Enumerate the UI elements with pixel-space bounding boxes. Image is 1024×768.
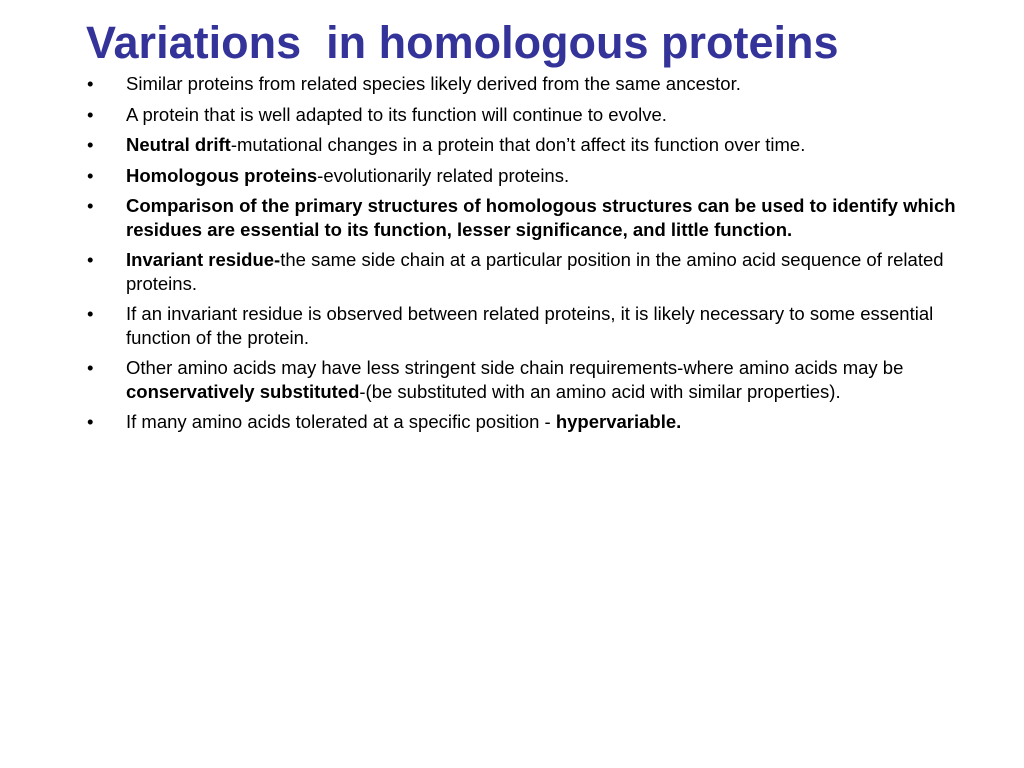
bullet-item xyxy=(86,356,976,403)
bullet-item xyxy=(86,248,976,295)
bullet-marker: • xyxy=(87,195,94,216)
bullet-marker: • xyxy=(87,357,94,378)
bullet-marker: • xyxy=(87,411,94,432)
bullet-marker: • xyxy=(87,134,94,155)
bullet-marker: • xyxy=(87,303,94,324)
bullet-item xyxy=(86,164,976,188)
bullet-text: -mutational changes in a protein that don’t affect its function over time. xyxy=(230,134,806,155)
bullet-marker: • xyxy=(87,164,94,186)
bullet-item xyxy=(86,194,976,241)
bullet-item xyxy=(86,133,976,157)
bullet-item xyxy=(86,103,976,127)
bold-term: conservatively substituted xyxy=(126,380,360,402)
bullet-text: Other amino acids may have less stringent side chain requirements-where amino acids may be xyxy=(126,357,904,378)
bold-term: Invariant residue- xyxy=(126,249,281,270)
bullet-text: the same side chain at a particular position in the amino acid sequence of related proteins. xyxy=(126,249,944,294)
bullet-item xyxy=(86,72,976,96)
bold-term: Homologous proteins xyxy=(126,164,318,186)
bullet-list xyxy=(86,72,976,441)
bullet-text: If an invariant residue is observed between related proteins, it is likely necessary to some essential function of the protein. xyxy=(126,303,934,348)
bullet-text: -(be substituted with an amino acid with similar properties). xyxy=(359,380,841,402)
bullet-marker: • xyxy=(87,249,94,270)
bold-term: Neutral drift xyxy=(126,134,231,155)
bold-term: Comparison of the primary structures of homologous structures can be used to identify which residues are essential to its function, lesser significance, and little function. xyxy=(126,195,956,240)
bullet-text: If many amino acids tolerated at a specific position - xyxy=(126,411,556,432)
bullet-item xyxy=(86,410,976,434)
slide-title: Variations in homologous proteins xyxy=(86,17,839,68)
bullet-text: Similar proteins from related species likely derived from the same ancestor. xyxy=(126,73,741,94)
bullet-item xyxy=(86,302,976,349)
bullet-marker: • xyxy=(87,73,94,94)
bullet-marker: • xyxy=(87,103,94,125)
bullet-text: A protein that is well adapted to its function will continue to evolve. xyxy=(126,103,667,125)
bullet-text: -evolutionarily related proteins. xyxy=(317,164,570,186)
bold-term: hypervariable. xyxy=(555,411,682,432)
